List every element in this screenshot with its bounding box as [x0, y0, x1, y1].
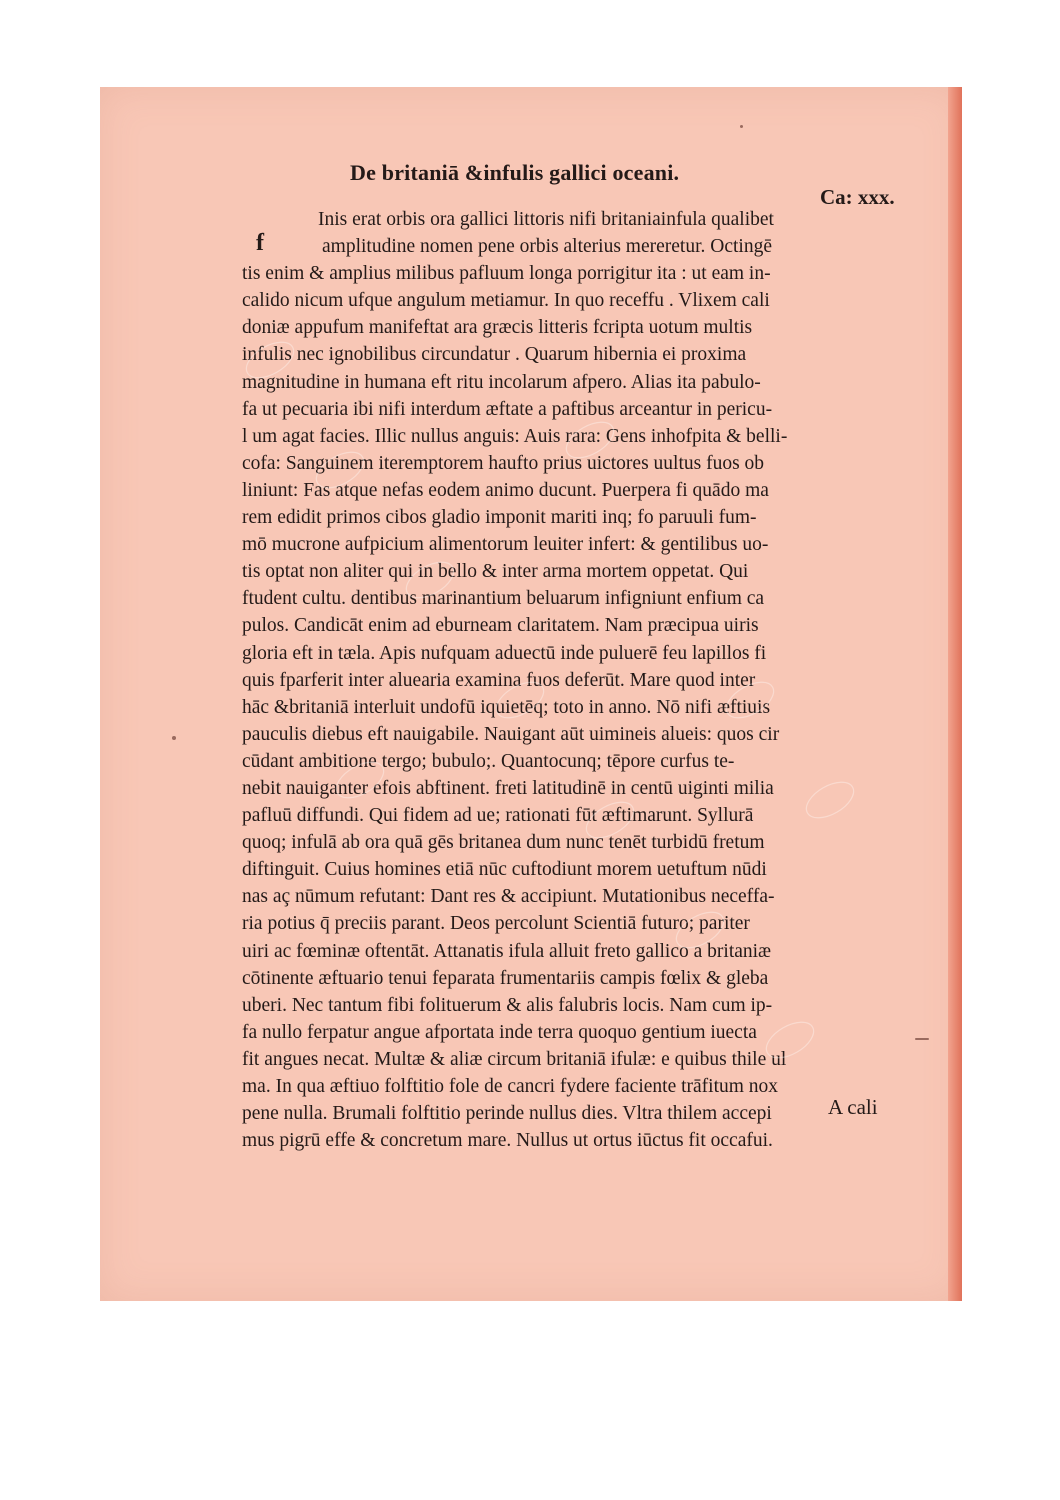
text-line: ma. In qua æftiuo folftitio fole de cancri fydere faciente trāfitum nox: [242, 1076, 779, 1097]
text-line: l um agat facies. Illic nullus anguis: Auis rara: Gens inhofpita & belli-: [242, 425, 788, 447]
text-line: fa nullo ferpatur angue afportata inde terra quoquo gentium iuecta: [242, 1021, 757, 1043]
catchword: A cali: [828, 1095, 878, 1119]
text-line: cōtinente æftuario tenui feparata frumentariis campis fœlix & gleba: [242, 967, 769, 989]
text-line: rem edidit primos cibos gladio imponit mariti inq; fo paruuli fum-: [242, 507, 757, 529]
text-line: cūdant ambitione tergo; bubulo;. Quantocunq; tēpore curfus te-: [242, 750, 735, 772]
text-line: nebit nauiganter efois abftinent. freti latitudinē in centū uiginti milia: [242, 777, 774, 799]
text-line: ria potius q̄ preciis parant. Deos percolunt Scientiā futuro; pariter: [242, 913, 750, 935]
paper-speck: [740, 125, 743, 128]
text-line: quoq; infulā ab ora quā gēs britanea dum nunc tenēt turbidū fretum: [242, 832, 765, 854]
text-line: ftudent cultu. dentibus marinantium beluarum infigniunt enfium ca: [242, 588, 765, 610]
text-line: diftinguit. Cuius homines etiā nūc cuftodiunt morem uetuftum nūdi: [242, 859, 767, 881]
text-line: calido nicum ufque angulum metiamur. In quo receffu . Vlixem cali: [242, 290, 770, 312]
paper-speck: [172, 736, 176, 740]
chapter-heading: De britaniā &infulis gallici oceani.: [350, 160, 680, 185]
text-block: [242, 206, 902, 1154]
text-line: Inis erat orbis ora gallici littoris nifi britaniainfula qualibet: [318, 209, 774, 230]
text-line: pauculis diebus eft nauigabile. Nauigant aūt uimineis alueis: quos cir: [242, 723, 780, 745]
text-line: uberi. Nec tantum fibi folituerum & alis falubris locis. Nam cum ip-: [242, 994, 773, 1016]
text-line: nas aç nūmum refutant: Dant res & accipiunt. Mutationibus neceffa-: [242, 886, 775, 908]
text-line: doniæ appufum manifeftat ara græcis litteris fcripta uotum multis: [242, 317, 753, 339]
paper-speck: [915, 1038, 929, 1040]
text-line: quis fparferit inter aluearia examina fuos deferūt. Mare quod inter: [242, 669, 756, 691]
text-line: pene nulla. Brumali folftitio perinde nullus dies. Vltra thilem accepi: [242, 1103, 772, 1125]
text-line: fit angues necat. Multæ & aliæ circum britaniā ifulæ: e quibus thile ul: [242, 1048, 787, 1070]
text-line: cofa: Sanguinem iteremptorem haufto prius uictores uultus fuos ob: [242, 452, 765, 474]
text-line: pafluū diffundi. Qui fidem ad ue; rationati fūt æftimarunt. Syllurā: [242, 805, 754, 827]
page-edge: [948, 87, 962, 1301]
text-line: hāc &britaniā interluit undofū iquietēq; toto in anno. Nō nifi æftiuis: [242, 696, 771, 718]
text-line: uiri ac fœminæ oftentāt. Attanatis ifula alluit freto gallico a britaniæ: [242, 940, 772, 962]
text-line: mō mucrone aufpicium alimentorum leuiter infert: & gentilibus uo-: [242, 534, 769, 556]
text-line: tis enim & amplius milibus pafluum longa porrigitur ita : ut eam in-: [242, 263, 771, 285]
text-line: mus pigrū effe & concretum mare. Nullus ut ortus iūctus fit occafui.: [242, 1130, 773, 1152]
text-line: pulos. Candicāt enim ad eburneam claritatem. Nam præcipua uiris: [242, 615, 759, 637]
text-line: fa ut pecuaria ibi nifi interdum æftate a paftibus arceantur in pericu-: [242, 398, 773, 420]
text-line: tis optat non aliter qui in bello & inter arma mortem oppetat. Qui: [242, 561, 749, 583]
guide-letter: f: [256, 230, 264, 256]
text-line: infulis nec ignobilibus circundatur . Quarum hibernia ei proxima: [242, 344, 747, 366]
chapter-number: Ca: xxx.: [820, 185, 895, 209]
text-line: magnitudine in humana eft ritu incolarum afpero. Alias ita pabulo-: [242, 371, 761, 393]
text-line: amplitudine nomen pene orbis alterius mereretur. Octingē: [322, 236, 772, 258]
text-line: gloria eft in tæla. Apis nufquam aduectū inde puluerē feu lapillos fi: [242, 642, 767, 664]
text-line: liniunt: Fas atque nefas eodem animo ducunt. Puerpera fi quādo ma: [242, 479, 769, 501]
